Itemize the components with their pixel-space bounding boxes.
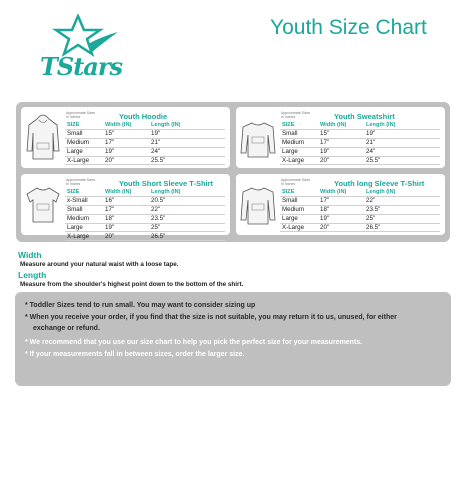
approx-note: Approximate Sizes In Inches [281, 178, 311, 186]
sweatshirt-icon [240, 111, 276, 163]
note-item: * We recommend that you use our size chart to help you pick the perfect size for your measurements. [25, 339, 363, 346]
width-heading: Width [18, 250, 42, 260]
table-row [280, 196, 440, 205]
table-cell: Medium [65, 138, 105, 147]
long-sleeve-shirt-icon [240, 178, 276, 230]
width-description: Measure around your natural waist with a loose tape. [20, 261, 179, 268]
table-cell: x-Small [65, 196, 105, 205]
table-cell: X-Large [280, 156, 320, 165]
note-item: * When you receive your order, if you find that the size is not suitable, you may return it to us, unused, for either [25, 314, 397, 321]
table-cell: 17" [320, 138, 366, 147]
table-cell: 15" [105, 129, 151, 138]
table-cell: 26.5" [151, 232, 225, 241]
card-title: Youth long Sleeve T-Shirt [334, 179, 425, 188]
size-chart-panel [16, 102, 450, 242]
table-cell: X-Large [65, 156, 105, 165]
table-header-row [280, 121, 440, 129]
table-row [65, 129, 225, 138]
table-cell: 16" [105, 196, 151, 205]
table-cell: Medium [280, 138, 320, 147]
table-cell: 23.5" [151, 214, 225, 223]
table-cell: 19" [320, 214, 366, 223]
table-cell: 23.5" [366, 205, 440, 214]
size-card-long-sleeve-tshirt [236, 174, 445, 235]
logo-text: TStars [40, 52, 122, 81]
note-item: * Toddler Sizes tend to run small. You may want to consider sizing up [25, 302, 256, 309]
size-table [280, 188, 440, 232]
table-cell: 20" [105, 156, 151, 165]
table-cell: 22" [151, 205, 225, 214]
table-row [280, 223, 440, 232]
table-cell: Large [280, 214, 320, 223]
table-cell: 15" [320, 129, 366, 138]
length-description: Measure from the shoulder's highest point down to the bottom of the shirt. [20, 281, 244, 288]
header-cell: Width (IN) [320, 188, 366, 196]
table-header-row [65, 121, 225, 129]
table-cell: 22" [366, 196, 440, 205]
tshirt-icon [25, 178, 61, 230]
table-cell: Small [65, 205, 105, 214]
table-row [65, 214, 225, 223]
header-cell: SIZE [280, 188, 320, 196]
table-cell: 19" [151, 129, 225, 138]
header-cell: Width (IN) [105, 188, 151, 196]
table-cell: 17" [105, 205, 151, 214]
note-item: exchange or refund. [33, 325, 100, 332]
length-heading: Length [18, 270, 47, 280]
notes-panel [15, 292, 451, 386]
table-row [65, 205, 225, 214]
table-cell: 21" [366, 138, 440, 147]
table-cell: Medium [65, 214, 105, 223]
note-item: * If your measurements fall in between sizes, order the larger size. [25, 351, 245, 358]
card-title: Youth Short Sleeve T-Shirt [119, 179, 214, 188]
table-cell: X-Large [65, 232, 105, 241]
size-table [280, 121, 440, 165]
approx-note: Approximate Sizes In Inches [66, 111, 96, 119]
table-cell: 24" [151, 147, 225, 156]
table-cell: Large [65, 147, 105, 156]
approx-note: Approximate Sizes In Inches [66, 178, 96, 186]
table-row [65, 232, 225, 241]
header-cell: Length (IN) [151, 121, 225, 129]
table-cell: 18" [320, 205, 366, 214]
table-cell: 19" [320, 147, 366, 156]
header-cell: Width (IN) [320, 121, 366, 129]
table-cell: Small [280, 196, 320, 205]
table-cell: 21" [151, 138, 225, 147]
header-cell: Length (IN) [151, 188, 225, 196]
table-row [65, 147, 225, 156]
table-header-row [280, 188, 440, 196]
table-cell: 20" [320, 223, 366, 232]
table-cell: Small [65, 129, 105, 138]
table-cell: Small [280, 129, 320, 138]
table-cell: 24" [366, 147, 440, 156]
table-cell: 20.5" [151, 196, 225, 205]
table-cell: 25.5" [366, 156, 440, 165]
card-title: Youth Sweatshirt [334, 112, 395, 121]
table-cell: 25.5" [151, 156, 225, 165]
table-row [280, 147, 440, 156]
size-table [65, 188, 225, 241]
table-row [280, 156, 440, 165]
size-card-sweatshirt [236, 107, 445, 168]
table-row [65, 156, 225, 165]
table-header-row [65, 188, 225, 196]
header-cell: Length (IN) [366, 121, 440, 129]
size-card-hoodie [21, 107, 230, 168]
table-cell: 20" [320, 156, 366, 165]
table-cell: 25" [151, 223, 225, 232]
size-table [65, 121, 225, 165]
table-cell: Medium [280, 205, 320, 214]
table-cell: 17" [320, 196, 366, 205]
page-title: Youth Size Chart [270, 16, 427, 39]
brand-logo [18, 14, 128, 94]
header-cell: Width (IN) [105, 121, 151, 129]
table-row [65, 223, 225, 232]
header-cell: SIZE [65, 188, 105, 196]
table-cell: Large [65, 223, 105, 232]
table-row [280, 129, 440, 138]
table-cell: 18" [105, 214, 151, 223]
table-cell: X-Large [280, 223, 320, 232]
table-cell: 25" [366, 214, 440, 223]
card-title: Youth Hoodie [119, 112, 168, 121]
table-row [280, 214, 440, 223]
table-cell: 26.5" [366, 223, 440, 232]
table-row [280, 205, 440, 214]
table-cell: 17" [105, 138, 151, 147]
hoodie-icon [25, 111, 61, 163]
table-row [65, 138, 225, 147]
header-cell: SIZE [280, 121, 320, 129]
table-row [65, 196, 225, 205]
table-row [280, 138, 440, 147]
table-cell: 19" [366, 129, 440, 138]
header-cell: SIZE [65, 121, 105, 129]
table-cell: 19" [105, 223, 151, 232]
size-card-short-sleeve-tshirt [21, 174, 230, 240]
table-cell: 19" [105, 147, 151, 156]
approx-note: Approximate Sizes In Inches [281, 111, 311, 119]
table-cell: Large [280, 147, 320, 156]
table-cell: 20" [105, 232, 151, 241]
header-cell: Length (IN) [366, 188, 440, 196]
